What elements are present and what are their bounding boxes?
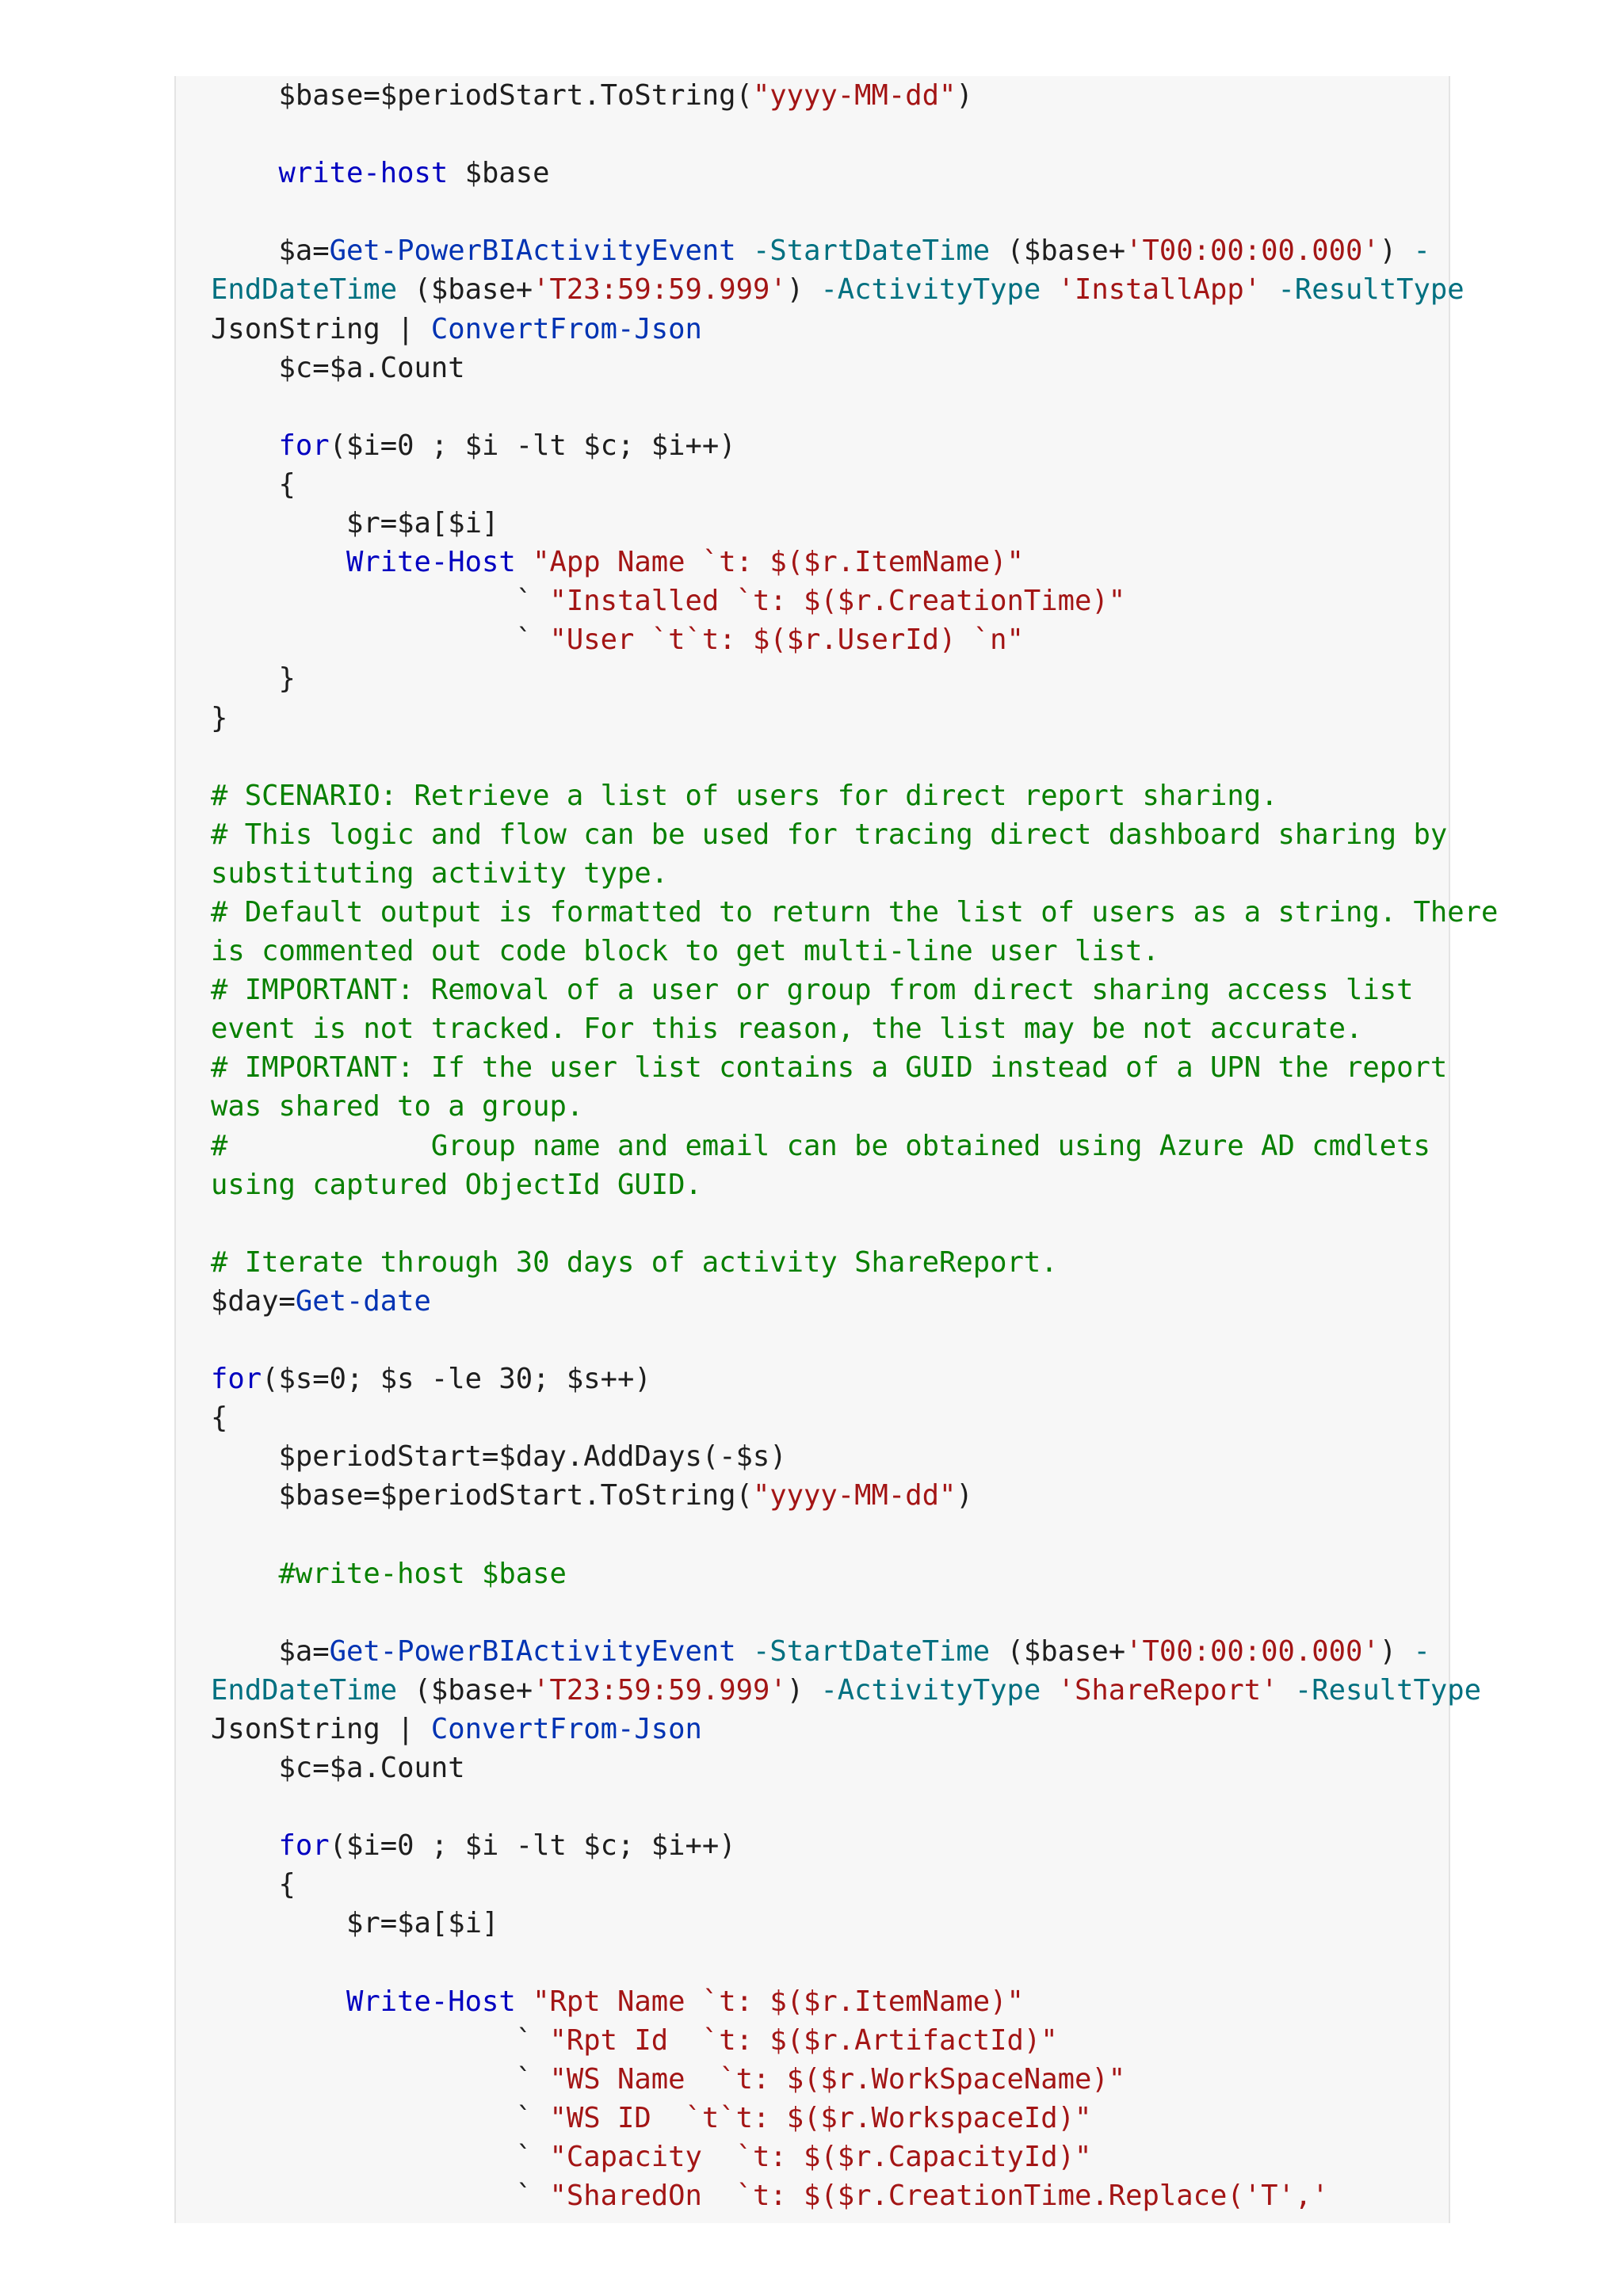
code-line	[211, 1710, 1449, 1749]
code-parameter: -StartDateTime	[752, 235, 991, 268]
code-line	[211, 76, 1449, 115]
code-line	[211, 815, 1449, 854]
code-line	[211, 2138, 1449, 2176]
code-line	[211, 620, 1449, 659]
code-keyword: for	[278, 429, 330, 462]
code-text	[516, 546, 533, 578]
code-string: 'T23:59:59.999'	[533, 1673, 787, 1707]
code-cmdlet: ConvertFrom-Json	[430, 1712, 702, 1745]
code-line	[211, 2060, 1449, 2099]
code-text: $periodStart=$day.AddDays(-$s)	[211, 1440, 787, 1474]
code-text: }	[211, 662, 296, 696]
code-text	[1041, 273, 1057, 306]
code-parameter: -ActivityType	[820, 1673, 1041, 1707]
code-comment: using captured ObjectId GUID.	[211, 1168, 702, 1201]
code-text: ($base+	[990, 1634, 1126, 1668]
code-comment: # SCENARIO: Retrieve a list of users for direct report sharing.	[211, 779, 1278, 812]
code-text: ($i=0 ; $i -lt $c; $i++)	[329, 429, 736, 462]
code-text	[736, 235, 753, 267]
code-text: $r=$a[$i]	[211, 507, 499, 540]
code-text: `	[211, 2062, 550, 2096]
code-text	[211, 1985, 346, 2018]
code-line	[211, 1865, 1449, 1904]
code-line	[211, 115, 1449, 154]
code-line	[211, 1321, 1449, 1360]
code-block	[174, 76, 1499, 2223]
code-string: "Installed `t: $($r.CreationTime)"	[549, 585, 1126, 618]
code-parameter: -StartDateTime	[752, 1634, 991, 1668]
code-text	[211, 157, 279, 189]
code-text	[211, 546, 346, 578]
code-text	[211, 429, 279, 462]
code-line	[211, 1593, 1449, 1632]
code-string: "Rpt Id `t: $($r.ArtifactId)"	[549, 2023, 1058, 2057]
code-comment: event is not tracked. For this reason, the list may be not accurate.	[211, 1013, 1363, 1046]
code-line	[211, 1282, 1449, 1321]
code-line	[211, 154, 1449, 193]
code-text: $base=$periodStart.ToString(	[211, 79, 753, 112]
code-keyword: Write-Host	[346, 546, 516, 579]
code-line	[211, 1515, 1449, 1554]
code-line	[211, 776, 1449, 815]
code-comment: substituting activity type.	[211, 856, 669, 890]
code-text: ($base+	[990, 235, 1126, 268]
code-text: $a=	[211, 235, 330, 268]
code-string: "WS Name `t: $($r.WorkSpaceName)"	[549, 2062, 1126, 2096]
code-keyword: for	[278, 1829, 330, 1863]
code-text: )	[956, 1479, 973, 1512]
code-text: ($base+	[397, 273, 533, 307]
code-line	[211, 465, 1449, 504]
code-text	[516, 1985, 533, 2018]
code-text: `	[211, 624, 550, 657]
code-line	[211, 1204, 1449, 1243]
code-text: )	[956, 79, 973, 112]
code-comment: # This logic and flow can be used for tracing direct dashboard sharing by	[211, 818, 1448, 851]
code-line	[211, 543, 1449, 582]
code-string: 'T00:00:00.000'	[1125, 1634, 1380, 1668]
code-string: "yyyy-MM-dd"	[752, 1479, 957, 1512]
code-line	[211, 1009, 1449, 1048]
code-line	[211, 193, 1449, 231]
code-string: 'InstallApp'	[1057, 273, 1262, 307]
code-cmdlet: ConvertFrom-Json	[430, 312, 702, 345]
code-text: `	[211, 585, 550, 618]
code-line	[211, 1360, 1449, 1398]
code-line	[211, 582, 1449, 620]
code-comment: #write-host $base	[278, 1557, 567, 1590]
code-string: "Rpt Name `t: $($r.ItemName)"	[533, 1985, 1024, 2018]
code-text: `	[211, 2180, 550, 2213]
code-listing	[211, 76, 1499, 2215]
code-text: $day=	[211, 1284, 296, 1318]
code-text: $base	[448, 157, 550, 190]
code-parameter: EndDateTime	[211, 273, 398, 307]
code-line	[211, 699, 1449, 738]
code-line	[211, 1904, 1449, 1943]
code-comment: is commented out code block to get multi-line user list.	[211, 935, 1159, 968]
code-text: `	[211, 2140, 550, 2173]
code-comment: was shared to a group.	[211, 1090, 584, 1123]
code-string: "Capacity `t: $($r.CapacityId)"	[549, 2140, 1092, 2173]
code-line	[211, 893, 1499, 932]
code-line	[211, 1826, 1449, 1865]
code-text: JsonString |	[211, 1712, 431, 1745]
code-line	[211, 2176, 1449, 2215]
code-parameter: -	[1413, 1634, 1430, 1668]
code-string: "App Name `t: $($r.ItemName)"	[533, 546, 1024, 579]
code-line	[211, 1787, 1449, 1826]
code-text: )	[786, 273, 821, 307]
code-text	[1278, 1674, 1295, 1707]
code-keyword: for	[211, 1363, 262, 1396]
code-text	[736, 1635, 753, 1668]
code-text: ($s=0; $s -le 30; $s++)	[262, 1363, 651, 1396]
code-line	[211, 1127, 1449, 1165]
code-text	[1261, 273, 1277, 306]
code-cmdlet: Get-date	[295, 1284, 431, 1318]
code-line	[211, 738, 1449, 776]
code-line	[211, 1749, 1449, 1787]
code-line	[211, 270, 1465, 309]
code-line	[211, 1087, 1449, 1126]
code-line	[211, 971, 1449, 1009]
code-line	[211, 387, 1449, 426]
code-comment: # Default output is formatted to return the list of users as a string. There	[211, 895, 1499, 929]
code-comment: # IMPORTANT: If the user list contains a GUID instead of a UPN the report	[211, 1051, 1448, 1085]
code-text	[211, 1558, 279, 1590]
code-parameter: -	[1413, 235, 1430, 268]
code-line	[211, 1943, 1449, 1982]
code-line	[211, 231, 1449, 270]
code-text: $c=$a.Count	[211, 1752, 465, 1785]
code-text: }	[211, 701, 228, 734]
code-line	[211, 1048, 1449, 1087]
code-text: ($i=0 ; $i -lt $c; $i++)	[329, 1829, 736, 1863]
code-text: )	[786, 1673, 821, 1707]
code-keyword: write-host	[278, 157, 449, 190]
code-text: {	[211, 467, 296, 501]
code-string: "User `t`t: $($r.UserId) `n"	[549, 624, 1024, 657]
code-line	[211, 2099, 1449, 2138]
code-comment: # Group name and email can be obtained using Azure AD cmdlets	[211, 1129, 1430, 1162]
code-line	[211, 504, 1449, 543]
code-text: )	[1379, 1634, 1414, 1668]
code-keyword: Write-Host	[346, 1985, 516, 2018]
code-text: {	[211, 1868, 296, 1901]
code-line	[211, 349, 1449, 387]
code-text	[211, 1829, 279, 1862]
code-text: {	[211, 1402, 228, 1435]
code-parameter: -ResultType	[1277, 273, 1465, 307]
code-line	[211, 1165, 1449, 1204]
code-line	[211, 1632, 1449, 1671]
code-parameter: EndDateTime	[211, 1673, 398, 1707]
code-line	[211, 1982, 1449, 2021]
code-line	[211, 1671, 1482, 1710]
code-string: "yyyy-MM-dd"	[752, 79, 957, 112]
code-line	[211, 854, 1449, 893]
code-line	[211, 659, 1449, 698]
code-parameter: -ActivityType	[820, 273, 1041, 307]
code-string: "WS ID `t`t: $($r.WorkspaceId)"	[549, 2101, 1092, 2134]
code-line	[211, 2021, 1449, 2060]
code-line	[211, 1398, 1449, 1437]
code-parameter: -ResultType	[1294, 1673, 1482, 1707]
code-line	[211, 1437, 1449, 1476]
code-text: JsonString |	[211, 312, 431, 345]
code-line	[211, 932, 1449, 971]
code-text	[1041, 1674, 1057, 1707]
code-text: ($base+	[397, 1673, 533, 1707]
code-text: )	[1379, 235, 1414, 268]
code-line	[211, 310, 1449, 349]
code-text: $a=	[211, 1634, 330, 1668]
code-line	[211, 1554, 1449, 1593]
code-text: `	[211, 2023, 550, 2057]
code-line	[211, 1243, 1449, 1282]
code-string: 'T00:00:00.000'	[1125, 235, 1380, 268]
code-cmdlet: Get-PowerBIActivityEvent	[329, 235, 736, 268]
code-comment: # Iterate through 30 days of activity ShareReport.	[211, 1245, 1058, 1279]
code-string: "SharedOn `t: $($r.CreationTime.Replace('T','	[549, 2180, 1329, 2213]
code-cmdlet: Get-PowerBIActivityEvent	[329, 1634, 736, 1668]
code-comment: # IMPORTANT: Removal of a user or group from direct sharing access list	[211, 974, 1414, 1007]
code-line	[211, 1476, 1449, 1515]
code-string: 'T23:59:59.999'	[533, 273, 787, 307]
code-text: `	[211, 2101, 550, 2134]
code-text: $c=$a.Count	[211, 351, 465, 384]
code-line	[211, 426, 1449, 465]
code-text: $r=$a[$i]	[211, 1907, 499, 1940]
code-text: $base=$periodStart.ToString(	[211, 1479, 753, 1512]
code-string: 'ShareReport'	[1057, 1673, 1278, 1707]
